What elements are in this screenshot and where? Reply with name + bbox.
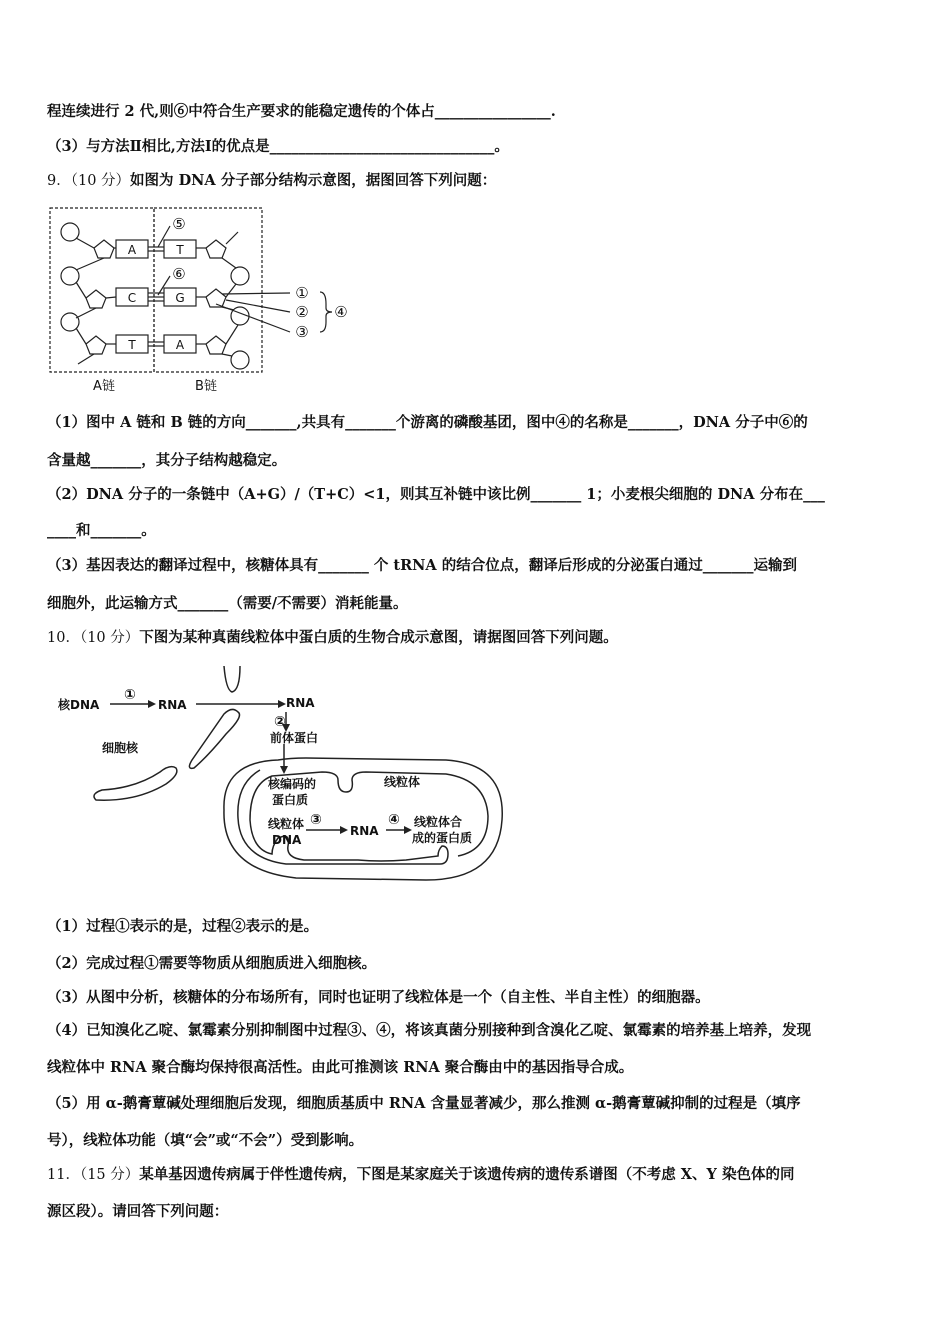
dna-structure-figure xyxy=(46,204,356,394)
base-label-a2: C xyxy=(127,291,137,305)
marker-1: ① xyxy=(295,284,309,302)
label-rna-2: RNA xyxy=(286,696,315,710)
base-label-b2: G xyxy=(175,291,185,305)
label-step-4: ④ xyxy=(388,812,400,828)
marker-4: ④ xyxy=(334,303,348,321)
label-rna-3: RNA xyxy=(350,824,379,838)
chain-a-box xyxy=(50,208,154,372)
question-11-stem: 某单基因遗传病属于伴性遗传病，下图是某家庭关于该遗传病的遗传系谱图（不考虑 X、Y 染色体的同 xyxy=(139,1166,795,1183)
question-10-stem: 下图为某种真菌线粒体中蛋白质的生物合成示意图，请据图回答下列问题。 xyxy=(139,629,618,646)
q9-sub2-line2: ____和_______。 xyxy=(47,522,156,539)
question-9-heading xyxy=(47,171,496,191)
base-label-b3: A xyxy=(175,338,185,352)
text-line-continued: 程连续进行 2 代,则⑥中符合生产要求的能稳定遗传的个体占________________. xyxy=(47,103,556,120)
chain-b-label: B链 xyxy=(195,379,217,394)
label-step-1: ① xyxy=(124,687,136,703)
label-nuclear-dna: 核DNA xyxy=(58,698,100,712)
label-mitochondrion: 线粒体 xyxy=(384,775,421,789)
question-11-line2: 源区段）。请回答下列问题： xyxy=(47,1203,229,1220)
q9-sub3-line1: （3）基因表达的翻译过程中，核糖体具有_______ 个 tRNA 的结合位点，翻译后形成的分泌蛋白通过_______运输到 xyxy=(47,557,797,574)
q9-sub1-line2: 含量越_______，其分子结构越稳定。 xyxy=(47,452,287,469)
phosphate-b3 xyxy=(231,351,249,369)
marker-2: ② xyxy=(295,303,309,321)
sugar-b1 xyxy=(206,240,226,258)
q9-sub1-line1: （1）图中 A 链和 B 链的方向_______,共具有_______个游离的磷酸基团，图中④的名称是_______，DNA 分子中⑥的 xyxy=(47,414,808,431)
label-precursor-protein: 前体蛋白 xyxy=(270,731,319,745)
base-label-a3: T xyxy=(128,338,136,352)
base-label-b1: T xyxy=(176,243,184,257)
q9-sub2-line1: （2）DNA 分子的一条链中（A+G）/（T+C）<1，则其互补链中该比例_______ 1；小麦根尖细胞的 DNA 分布在___ xyxy=(47,486,825,503)
sugar-a2 xyxy=(86,290,106,308)
question-11-number: 11．（15 分） xyxy=(47,1167,140,1183)
label-step-2: ② xyxy=(274,714,286,730)
marker-3: ③ xyxy=(295,323,309,341)
label-nuclear-encoded-protein-2: 蛋白质 xyxy=(272,793,309,807)
marker-5: ⑤ xyxy=(172,215,186,233)
nuclear-membrane-bottom xyxy=(94,767,177,801)
question-11-heading xyxy=(47,1165,794,1185)
q10-sub4-line2: 线粒体中 RNA 聚合酶均保持很高活性。由此可推测该 RNA 聚合酶由中的基因指导合成。 xyxy=(47,1059,634,1076)
q10-sub3: （3）从图中分析，核糖体的分布场所有，同时也证明了线粒体是一个（自主性、半自主性）的细胞器。 xyxy=(47,989,710,1006)
question-9-stem: 如图为 DNA 分子部分结构示意图，据图回答下列问题： xyxy=(130,172,497,189)
label-mito-dna-2: DNA xyxy=(272,833,302,847)
base-label-a1: A xyxy=(127,243,137,257)
label-mito-protein-2: 成的蛋白质 xyxy=(412,831,473,845)
marker-6: ⑥ xyxy=(172,265,186,283)
question-10-number: 10．（10 分） xyxy=(47,630,140,646)
question-9-number: 9．（10 分） xyxy=(47,173,131,189)
q10-sub5-line2: 号），线粒体功能（填“会”或“不会”）受到影响。 xyxy=(47,1132,364,1149)
sugar-a3 xyxy=(86,336,106,354)
label-step-3: ③ xyxy=(310,812,322,828)
q10-sub1: （1）过程①表示的是，过程②表示的是。 xyxy=(47,918,319,935)
q10-sub2: （2）完成过程①需要等物质从细胞质进入细胞核。 xyxy=(47,955,377,972)
label-mito-protein-1: 线粒体合 xyxy=(414,815,463,829)
chain-a-label: A链 xyxy=(93,379,115,394)
text-line-q8-3: （3）与方法Ⅱ相比,方法Ⅰ的优点是_______________________________。 xyxy=(47,138,509,155)
label-mito-dna-1: 线粒体 xyxy=(268,817,305,831)
q10-sub4-line1: （4）已知溴化乙啶、氯霉素分别抑制图中过程③、④，将该真菌分别接种到含溴化乙啶、氯霉素的培养基上培养，发现 xyxy=(47,1022,812,1039)
mitochondria-synthesis-figure xyxy=(46,660,506,892)
sugar-b3 xyxy=(206,336,226,354)
label-rna-1: RNA xyxy=(158,698,187,712)
question-10-heading xyxy=(47,628,618,648)
phosphate-b1 xyxy=(231,267,249,285)
q10-sub5-line1: （5）用 α-鹅膏蕈碱处理细胞后发现，细胞质基质中 RNA 含量显著减少，那么推测 α-鹅膏蕈碱抑制的过程是（填序 xyxy=(47,1095,801,1112)
nuclear-membrane-top xyxy=(224,666,240,692)
q9-sub3-line2: 细胞外，此运输方式_______（需要/不需要）消耗能量。 xyxy=(47,595,408,612)
label-nucleus: 细胞核 xyxy=(102,741,139,755)
sugar-a1 xyxy=(94,240,114,258)
label-nuclear-encoded-protein-1: 核编码的 xyxy=(268,777,317,791)
nuclear-membrane-middle xyxy=(189,709,239,768)
